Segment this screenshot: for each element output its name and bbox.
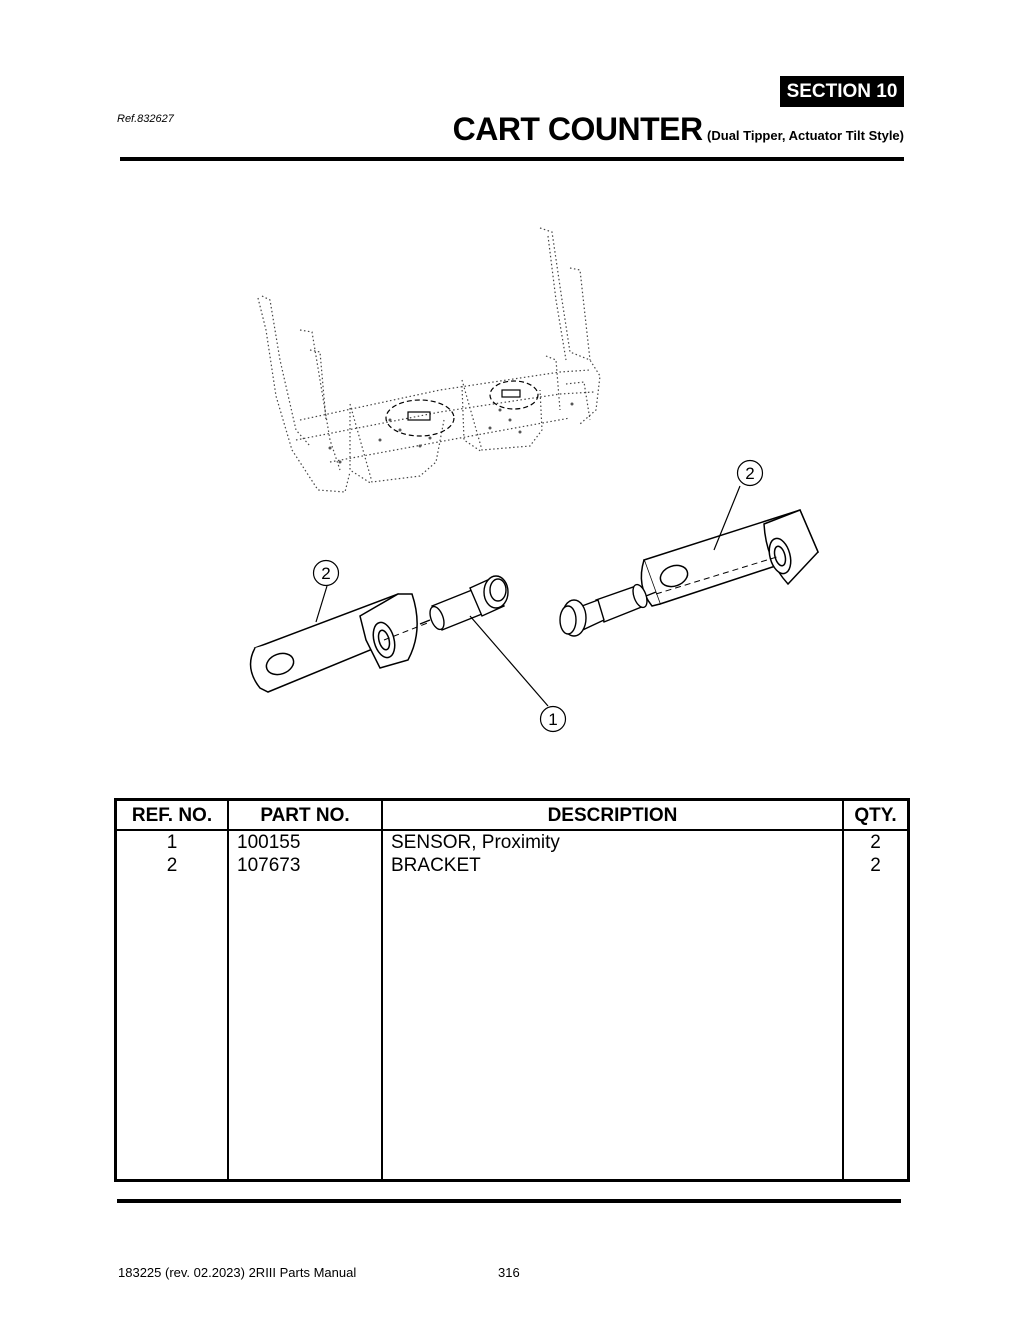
frame-detail-marks (329, 403, 574, 464)
callout-2-left (314, 561, 339, 586)
left-bracket (251, 594, 418, 692)
callout-2-right (738, 461, 763, 486)
page-title: CART COUNTER (452, 111, 703, 147)
header-description: DESCRIPTION (547, 805, 678, 826)
header-qty: QTY. (854, 805, 897, 826)
svg-text:1: 1 (548, 710, 558, 729)
parts-table (114, 798, 910, 1182)
svg-text:2: 2 (321, 564, 331, 583)
table-row (117, 832, 907, 855)
right-proximity-sensor (560, 583, 656, 636)
document-identifier: 183225 (rev. 02.2023) 2RIII Parts Manual (118, 1265, 357, 1280)
reference-number: Ref.832627 (117, 113, 174, 125)
detail-circle-right (490, 381, 538, 409)
page-subtitle: (Dual Tipper, Actuator Tilt Style) (707, 128, 904, 143)
section-badge: SECTION 10 (780, 76, 904, 107)
qty-cell: 2 (870, 832, 881, 853)
part-no-cell: 107673 (237, 855, 301, 876)
svg-text:2: 2 (745, 464, 755, 483)
right-bracket (641, 510, 818, 606)
left-proximity-sensor (420, 576, 508, 631)
detail-circle-left (386, 400, 454, 436)
table-row (117, 855, 907, 878)
description-cell: SENSOR, Proximity (391, 832, 560, 853)
header-divider (117, 829, 907, 831)
footer-rule (117, 1199, 901, 1203)
qty-cell: 2 (870, 855, 881, 876)
tipper-frame-phantom (258, 228, 600, 492)
ref-no-cell: 1 (166, 832, 178, 853)
callout-1 (541, 707, 566, 732)
part-no-cell: 100155 (237, 832, 301, 853)
header-ref-no: REF. NO. (131, 805, 213, 826)
page-number: 316 (498, 1265, 520, 1280)
header-part-no: PART NO. (260, 805, 350, 826)
description-cell: BRACKET (391, 855, 481, 876)
ref-no-cell: 2 (166, 855, 178, 876)
